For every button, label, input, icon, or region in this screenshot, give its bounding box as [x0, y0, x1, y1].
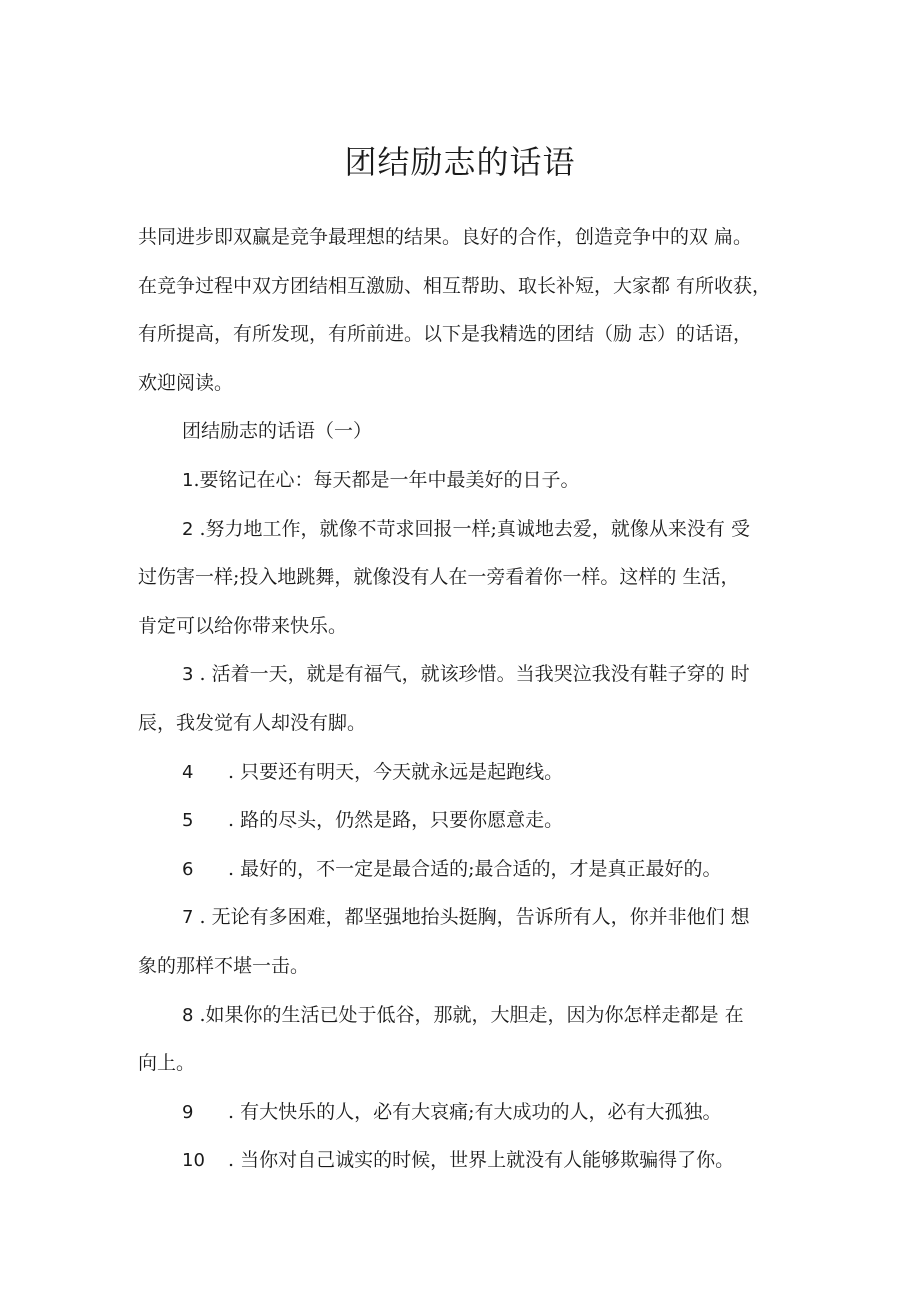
item-number: 2 [182, 518, 194, 540]
item-number: 9 [182, 1101, 194, 1123]
item-number: 3 [182, 664, 194, 686]
item-number: 1 [182, 469, 194, 491]
list-item-7-continuation: 象的那样不堪一击。 [138, 954, 310, 977]
item-text: . 只要还有明天，今天就永远是起跑线。 [228, 760, 564, 783]
item-number: 10 [182, 1150, 205, 1172]
item-text: .要铭记在心：每天都是一年中最美好的日子。 [193, 468, 580, 491]
item-text: .努力地工作，就像不苛求回报一样;真诚地去爱，就像从来没有 受 [193, 517, 750, 540]
intro-line-4: 欢迎阅读。 [138, 371, 234, 394]
item-text: . 无论有多困难，都坚强地抬头挺胸，告诉所有人，你并非他们 想 [193, 906, 750, 929]
list-item-6 [138, 845, 788, 894]
list-item-1 [138, 456, 788, 505]
section-heading: 团结励志的话语（一） [182, 420, 373, 443]
list-item-2-continuation: 过伤害一样;投入地跳舞，就像没有人在一旁看着你一样。这样的 生活， [138, 566, 740, 589]
document-body [138, 213, 788, 1185]
item-number: 6 [182, 858, 194, 880]
item-text: . 最好的，不一定是最合适的;最合适的，才是真正最好的。 [228, 857, 722, 880]
item-text: . 有大快乐的人，必有大哀痛;有大成功的人，必有大孤独。 [228, 1100, 722, 1123]
item-text: . 活着一天，就是有福气，就该珍惜。当我哭泣我没有鞋子穿的 时 [193, 663, 750, 686]
list-item-2 [138, 505, 788, 554]
intro-line-1: 共同进步即双赢是竞争最理想的结果。良好的合作，创造竞争中的双 扁。 [138, 226, 753, 248]
list-item-9 [138, 1088, 788, 1137]
list-item-2-continuation: 肯定可以给你带来快乐。 [138, 614, 348, 637]
item-number: 7 [182, 907, 194, 929]
item-text: . 当你对自己诚实的时候，世界上就没有人能够欺骗得了你。 [228, 1149, 735, 1172]
list-item-7 [138, 893, 788, 942]
item-number: 5 [182, 810, 194, 832]
item-text: . 路的尽头，仍然是路，只要你愿意走。 [228, 809, 564, 832]
item-text: .如果你的生活已处于低谷，那就，大胆走，因为你怎样走都是 在 [193, 1003, 744, 1026]
list-item-3-continuation: 辰，我发觉有人却没有脚。 [138, 711, 367, 734]
intro-line-3: 有所提高，有所发现，有所前进。以下是我精选的团结（励 志）的话语， [138, 323, 753, 346]
document-title: 团结励志的话语 [344, 143, 576, 181]
intro-line-2: 在竞争过程中双方团结相互激励、相互帮助、取长补短，大家都 有所收获， [138, 274, 772, 297]
item-number: 4 [182, 761, 194, 783]
list-item-4 [138, 748, 788, 797]
list-item-10 [138, 1136, 788, 1185]
item-number: 8 [182, 1004, 194, 1026]
list-item-8-continuation: 向上。 [138, 1052, 196, 1075]
list-item-5 [138, 796, 788, 845]
list-item-8 [138, 991, 788, 1040]
list-item-3 [138, 650, 788, 699]
